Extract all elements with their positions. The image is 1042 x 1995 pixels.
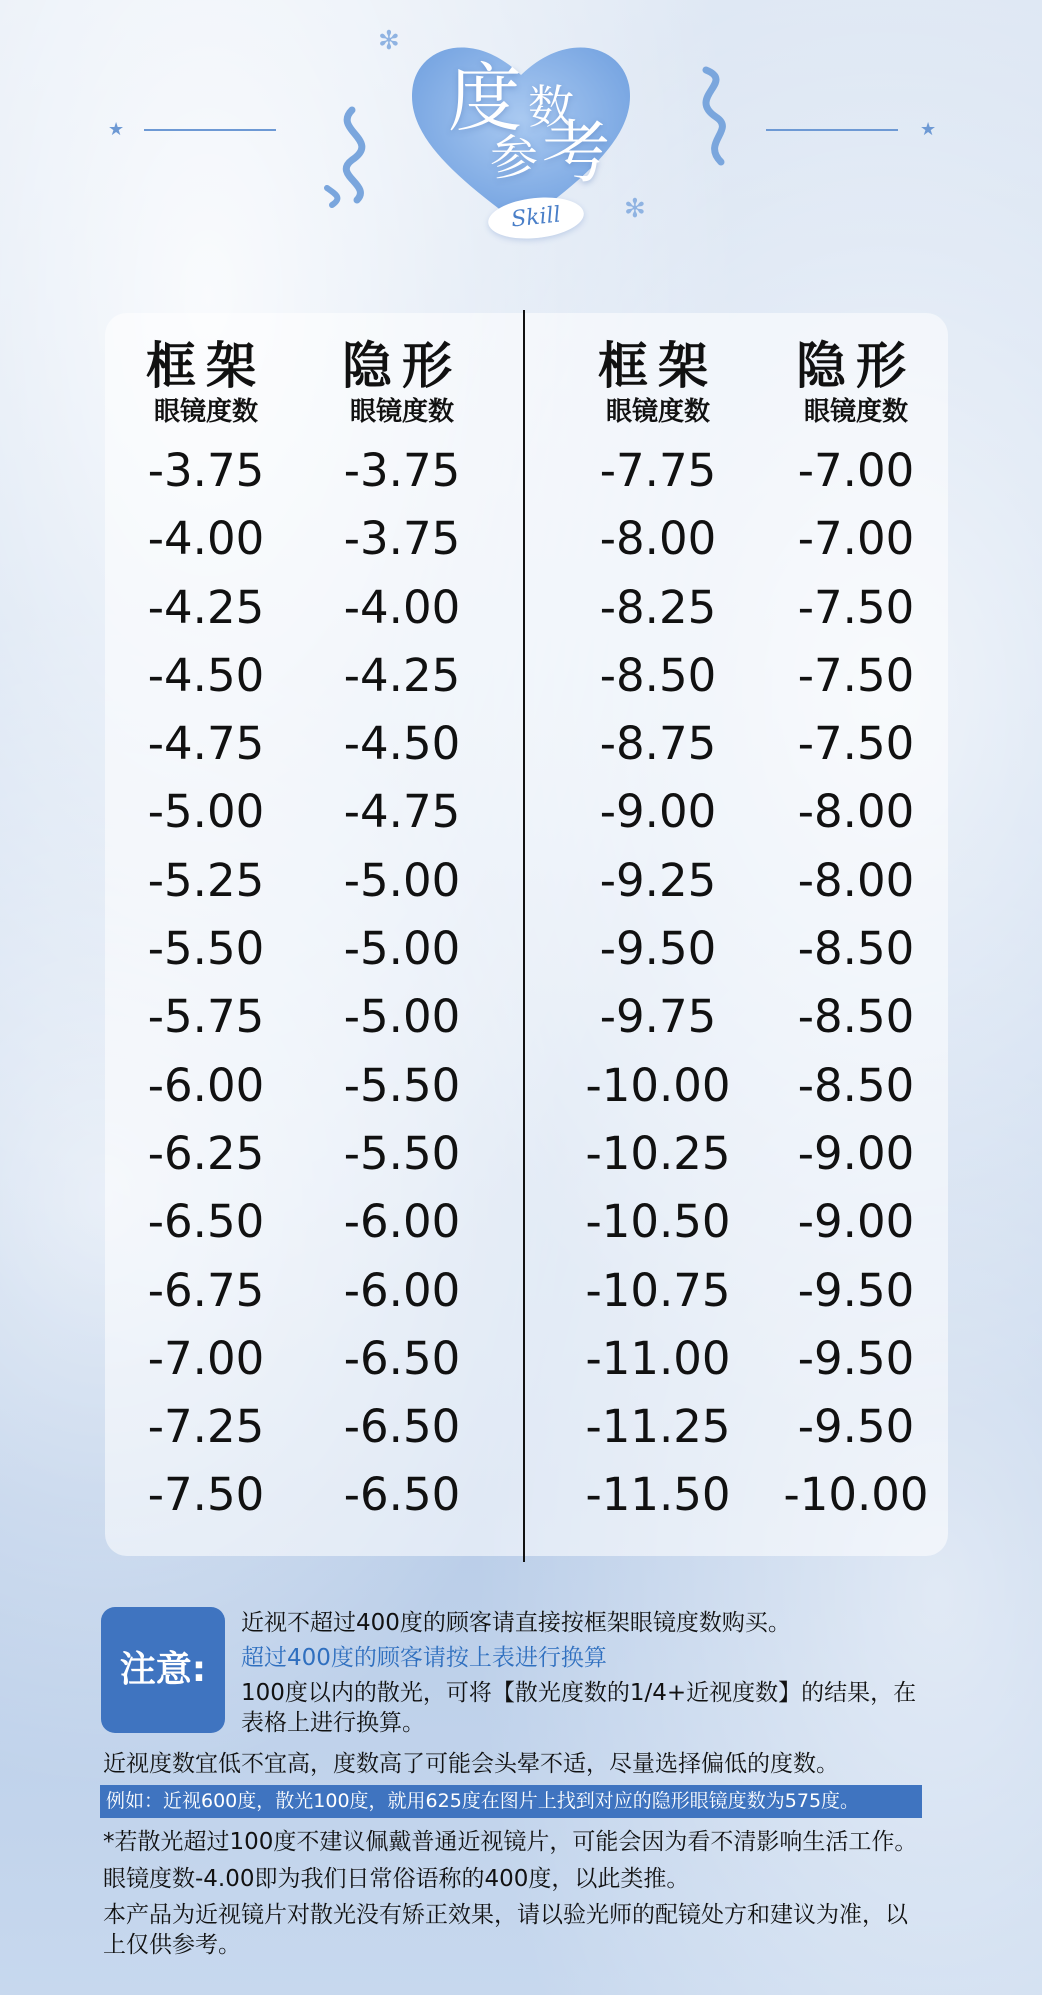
table-cell: -6.50 — [343, 1400, 461, 1454]
table-cell: -8.50 — [797, 1058, 915, 1112]
table-cell: -5.00 — [147, 785, 265, 839]
column-header-frame-1 — [126, 338, 286, 428]
table-cell: -4.00 — [147, 512, 265, 566]
column-subtitle: 眼镜度数 — [803, 397, 908, 427]
table-cell: -6.50 — [343, 1468, 461, 1522]
page-title-char: 参 — [490, 130, 539, 186]
note-line: 本产品为近视镜片对散光没有矫正效果，请以验光师的配镜处方和建议为准，以 — [103, 1902, 908, 1928]
table-cell: -5.00 — [343, 922, 461, 976]
table-cell: -8.25 — [599, 580, 717, 634]
example-banner — [100, 1785, 922, 1818]
table-cell: -4.25 — [343, 648, 461, 702]
page-title-char: 考 — [542, 114, 611, 193]
table-cell: -8.00 — [599, 512, 717, 566]
table-cell: -4.00 — [343, 580, 461, 634]
note-line: 眼镜度数-4.00即为我们日常俗语称的400度，以此类推。 — [103, 1866, 690, 1892]
note-line: 100度以内的散光，可将【散光度数的1/4+近视度数】的结果，在 — [241, 1680, 917, 1706]
table-cell: -5.25 — [147, 853, 265, 907]
column-title: 隐形 — [342, 337, 462, 395]
star-icon: ★ — [108, 119, 125, 140]
note-line-highlight: 超过400度的顾客请按上表进行换算 — [241, 1645, 607, 1671]
note-line: 上仅供参考。 — [103, 1932, 241, 1958]
table-cell: -11.25 — [585, 1400, 731, 1454]
table-cell: -7.50 — [797, 648, 915, 702]
table-cell: -6.25 — [147, 1126, 265, 1180]
column-title: 框架 — [146, 337, 266, 395]
table-cell: -8.50 — [599, 648, 717, 702]
table-cell: -10.50 — [585, 1195, 731, 1249]
table-cell: -5.75 — [147, 990, 265, 1044]
table-cell: -7.00 — [147, 1331, 265, 1385]
table-cell: -9.50 — [797, 1263, 915, 1317]
snowflake-icon: ✻ — [624, 194, 646, 224]
skill-badge-text: Skill — [510, 202, 562, 233]
table-cell: -7.50 — [147, 1468, 265, 1522]
table-cell: -6.00 — [343, 1195, 461, 1249]
table-cell: -3.75 — [343, 444, 461, 497]
table-cell: -9.25 — [599, 853, 717, 907]
decor-line-right — [766, 129, 898, 131]
table-cell: -9.00 — [599, 785, 717, 839]
table-cell: -9.00 — [797, 1195, 915, 1249]
table-cell: -10.00 — [783, 1468, 929, 1522]
table-cell: -8.50 — [797, 990, 915, 1044]
note-line: 近视不超过400度的顾客请直接按框架眼镜度数购买。 — [241, 1610, 791, 1636]
table-cell: -4.50 — [147, 648, 265, 702]
table-cell: -10.00 — [585, 1058, 731, 1112]
column-values-contact-2 — [766, 437, 946, 1530]
column-values-frame-1 — [116, 437, 296, 1530]
table-cell: -5.00 — [343, 853, 461, 907]
page-title-char: 度 — [448, 56, 522, 142]
table-cell: -11.50 — [585, 1468, 731, 1522]
table-cell: -7.50 — [797, 717, 915, 771]
table-cell: -10.25 — [585, 1126, 731, 1180]
column-header-frame-2 — [578, 338, 738, 428]
table-cell: -9.50 — [797, 1331, 915, 1385]
column-subtitle: 眼镜度数 — [153, 397, 258, 427]
ribbon-right-icon — [666, 62, 746, 172]
table-cell: -9.50 — [797, 1400, 915, 1454]
ribbon-left-icon — [322, 100, 412, 210]
column-header-contact-1 — [322, 338, 482, 428]
table-cell: -8.00 — [797, 785, 915, 839]
table-cell: -6.75 — [147, 1263, 265, 1317]
table-cell: -6.50 — [147, 1195, 265, 1249]
table-cell: -8.00 — [797, 853, 915, 907]
table-cell: -3.75 — [147, 444, 265, 497]
column-header-contact-2 — [776, 338, 936, 428]
table-cell: -7.00 — [797, 512, 915, 566]
table-cell: -4.75 — [147, 717, 265, 771]
table-cell: -4.50 — [343, 717, 461, 771]
table-cell: -6.00 — [343, 1263, 461, 1317]
table-cell: -4.75 — [343, 785, 461, 839]
page-title-char: 数 — [528, 80, 574, 134]
example-text: 例如：近视600度，散光100度，就用625度在图片上找到对应的隐形眼镜度数为575度。 — [106, 1790, 860, 1812]
column-title: 框架 — [598, 337, 718, 395]
skill-badge — [486, 193, 586, 243]
decor-line-left — [144, 129, 276, 131]
table-cell: -5.50 — [343, 1058, 461, 1112]
table-cell: -6.00 — [147, 1058, 265, 1112]
table-cell: -6.50 — [343, 1331, 461, 1385]
table-cell: -9.75 — [599, 990, 717, 1044]
column-values-contact-1 — [312, 437, 492, 1530]
table-cell: -4.25 — [147, 580, 265, 634]
notice-badge: 注意: — [101, 1607, 225, 1733]
column-subtitle: 眼镜度数 — [349, 397, 454, 427]
table-cell: -7.50 — [797, 580, 915, 634]
column-subtitle: 眼镜度数 — [605, 397, 710, 427]
table-cell: -5.50 — [343, 1126, 461, 1180]
table-cell: -7.00 — [797, 444, 915, 497]
star-icon: ★ — [920, 119, 937, 140]
table-cell: -5.00 — [343, 990, 461, 1044]
table-cell: -8.75 — [599, 717, 717, 771]
header — [0, 0, 1042, 300]
table-cell: -7.25 — [147, 1400, 265, 1454]
snowflake-icon: ✻ — [378, 26, 400, 56]
column-title: 隐形 — [796, 337, 916, 395]
note-line: *若散光超过100度不建议佩戴普通近视镜片，可能会因为看不清影响生活工作。 — [103, 1829, 918, 1855]
table-cell: -7.75 — [599, 444, 717, 497]
table-divider — [523, 310, 525, 1562]
table-cell: -9.50 — [599, 922, 717, 976]
table-cell: -3.75 — [343, 512, 461, 566]
note-line: 近视度数宜低不宜高，度数高了可能会头晕不适，尽量选择偏低的度数。 — [103, 1751, 839, 1777]
table-cell: -5.50 — [147, 922, 265, 976]
table-cell: -8.50 — [797, 922, 915, 976]
table-cell: -9.00 — [797, 1126, 915, 1180]
table-cell: -11.00 — [585, 1331, 731, 1385]
column-values-frame-2 — [568, 437, 748, 1530]
table-cell: -10.75 — [585, 1263, 731, 1317]
note-line: 表格上进行换算。 — [241, 1710, 425, 1736]
